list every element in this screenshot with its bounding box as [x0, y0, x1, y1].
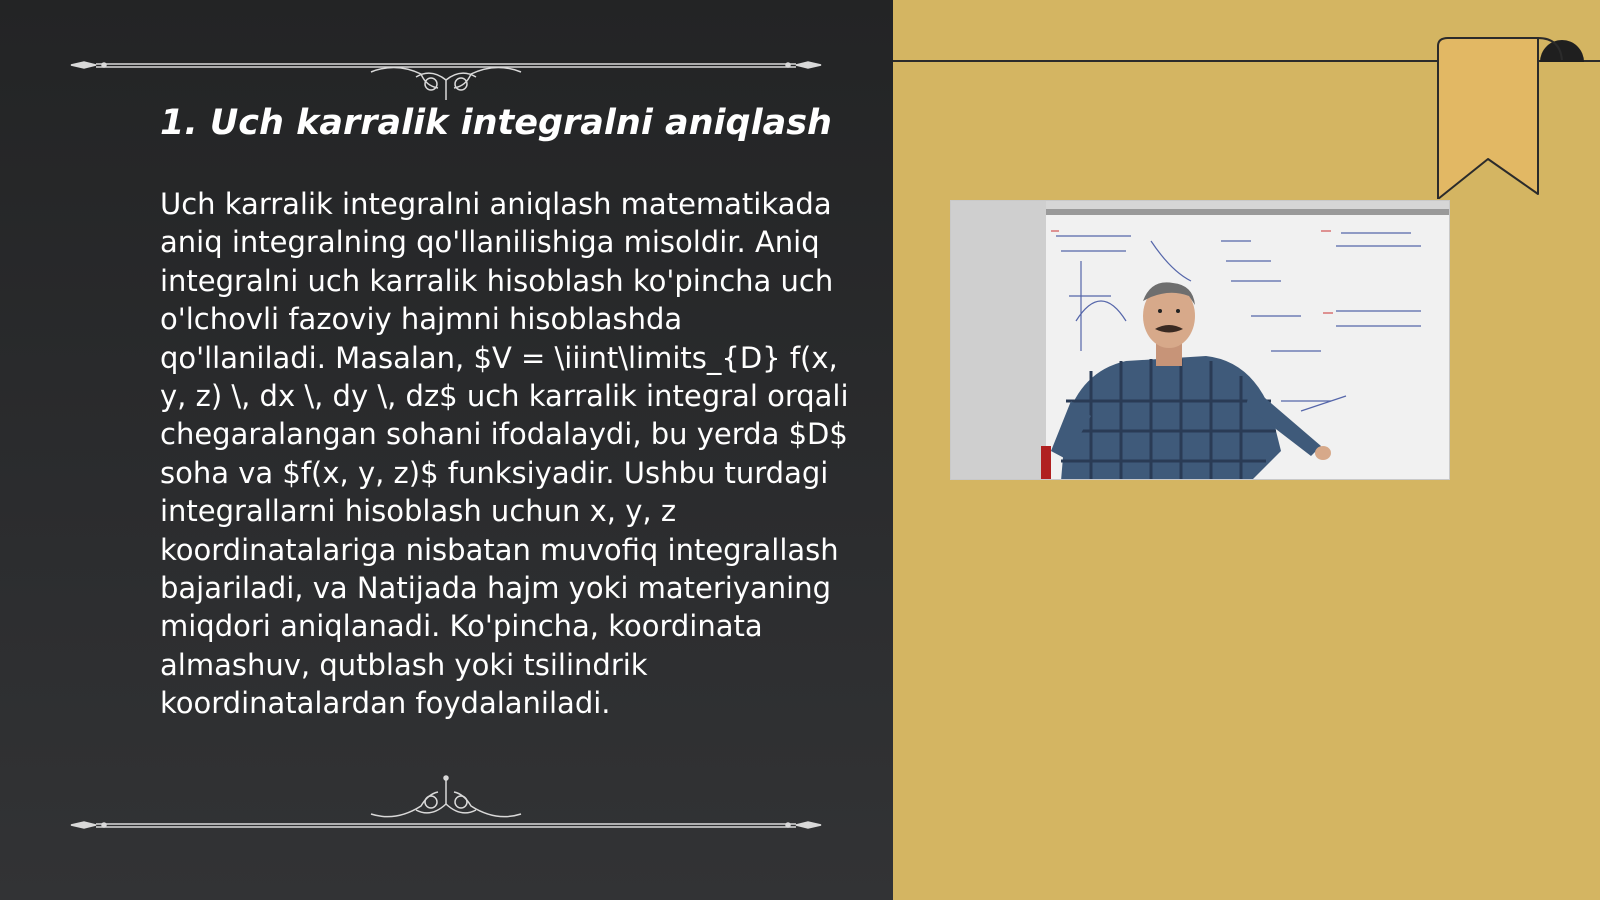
bookmark-ribbon-icon [1436, 34, 1586, 199]
lecture-photo-icon [951, 201, 1450, 480]
slide-title: 1. Uch karralik integralni aniqlash [160, 103, 832, 143]
slide-body-text: Uch karralik integralni aniqlash matematikada aniq integralning qo'llanilishiga misoldir. Aniq integralni uch karralik hisoblash ko'pincha uch o'lchovli fazoviy hajmni hisoblashda qo'llaniladi. Masalan, $V = \iiint\limits_{D} f(x, y, z) \, dx \, dy \, dz$ uch karralik integral orqali chegaralangan sohani ifodalaydi, bu yerda $D$ soha va $f(x, y, z)$ funksiyadir. Ushbu turdagi integrallarni hisoblash uchun x, y, z koordinatalariga nisbatan muvofiq integrallash bajariladi, va Natijada hajm yoki materiyaning miqdori aniqlanadi. Ko'pincha, koordinata almashuv, qutblash yoki tsilindrik koordinatalardan foydalaniladi. [160, 187, 849, 721]
top-ornament-divider-icon [66, 42, 826, 102]
lecture-photo [950, 200, 1450, 480]
bottom-ornament-divider-icon [66, 772, 826, 832]
